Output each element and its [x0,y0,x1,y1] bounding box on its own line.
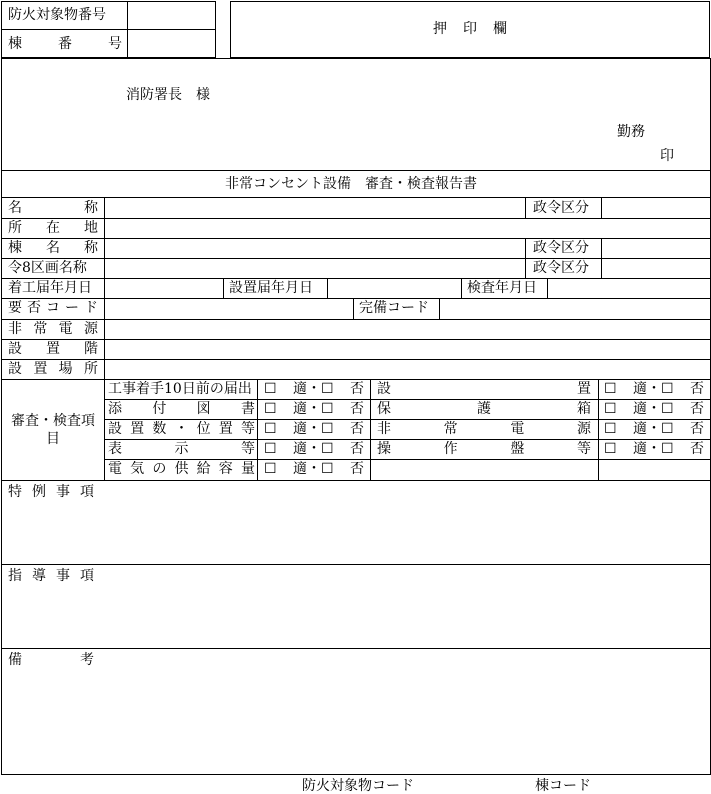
label-char: 階 [84,341,98,357]
label-char: 考 [80,652,94,668]
label-char: 否 [690,421,704,437]
label-char: 称 [84,200,98,216]
label-char: 等 [240,421,255,437]
check-choice [264,382,364,396]
label-char: ☐ [264,461,277,477]
guidance-notes-field[interactable] [104,566,708,646]
label-char: 印 [463,21,477,37]
row-line [1,648,711,649]
label-char: 称 [84,240,98,256]
row-line [1,218,711,219]
col-line [601,197,602,218]
col-line [461,278,462,298]
rei8-name-label: 令8区画名称 [8,260,87,276]
label-char: 否 [690,401,704,417]
col-line [525,197,526,218]
label-char: 適・☐ [633,381,674,397]
label-char: の [152,461,167,477]
col-line [223,278,224,298]
label-char: 容 [218,461,233,477]
check-section-label: 審査・検査項目 [11,413,95,447]
check-item-label [108,402,255,416]
label-char: 適・☐ [633,421,674,437]
label-char: 事 [56,568,70,584]
label-char: 盤 [510,441,525,457]
check-item-label [377,442,591,456]
row-line [1,359,711,360]
install-place-label [8,362,98,376]
label-char: 作 [443,441,458,457]
label-char: 否 [690,441,704,457]
label-char: 名 [46,240,60,256]
label-char: 適・☐ [633,441,674,457]
object-number-row-divider [1,29,216,30]
label-char: 表 [108,441,122,457]
col-line [598,379,599,480]
label-char: 電 [58,321,73,337]
address-box [1,58,711,171]
row-line [1,339,711,340]
label-char: 適・☐ [293,441,334,457]
label-char: 適・☐ [293,461,334,477]
label-char: ☐ [264,441,277,457]
label-char: ☐ [604,401,617,417]
label-char: ☐ [264,381,277,397]
special-notes-label [8,485,94,499]
label-char: 示 [174,441,189,457]
label-char: ー [65,300,79,316]
label-char: 備 [8,652,22,668]
label-char: 数 [152,421,167,437]
label-char: 書 [240,401,255,417]
label-char: ☐ [264,401,277,417]
row-line [1,258,711,259]
label-char: 操 [377,441,391,457]
label-char: 否 [27,300,41,316]
label-char: 非 [8,321,22,337]
label-char: 指 [8,568,22,584]
label-char: 否 [350,421,364,437]
col-line [547,278,548,298]
building-code-label: 棟コード [535,778,591,794]
label-char: 否 [350,441,364,457]
seirei-kubun-label-1: 政令区分 [533,200,589,216]
label-char: 適・☐ [293,381,334,397]
label-char: 例 [32,484,46,500]
building-number-label [8,37,122,51]
seal-label [433,22,507,36]
label-column-divider [104,197,105,480]
col-line [353,298,354,319]
label-char: 源 [576,421,591,437]
label-char: 項 [80,484,94,500]
label-char: 供 [174,461,189,477]
check-item-label [108,462,255,476]
object-code-label: 防火対象物コード [302,778,414,794]
label-char: 号 [108,36,122,52]
label-char: 護 [477,401,491,417]
label-char: 置 [130,421,145,437]
label-char: 設 [108,421,122,437]
label-char: コ [46,300,60,316]
label-char: 置 [577,381,591,397]
check-choice [604,422,704,436]
label-char: 等 [576,441,591,457]
check-item-label [377,382,591,396]
check-choice [604,382,704,396]
label-char: 常 [33,321,48,337]
label-char: 特 [8,484,22,500]
install-date-label: 設置届年月日 [229,280,313,296]
check-choice [604,402,704,416]
label-char: ド [84,300,98,316]
row-line [1,379,711,380]
label-char: 項 [80,568,94,584]
row-line [1,238,711,239]
label-char: 箱 [577,401,591,417]
row-line [1,564,711,565]
chief-label: 消防署長 様 [126,87,210,103]
special-notes-field[interactable] [104,482,708,562]
label-char: 量 [240,461,255,477]
emergency-power-label [8,322,98,336]
label-char: 否 [690,381,704,397]
check-choice [264,442,364,456]
label-char: 番 [58,36,72,52]
building-number-value[interactable] [130,32,212,54]
label-char: 棟 [8,240,22,256]
label-char: 欄 [493,21,507,37]
check-item-label [377,422,591,436]
label-char: 設 [377,381,391,397]
col-line [601,238,602,278]
label-char: 源 [83,321,98,337]
row-line [104,459,711,460]
check-choice [264,402,364,416]
label-char: 適・☐ [633,401,674,417]
label-char: 所 [8,220,22,236]
label-char: 要 [8,300,22,316]
label-char: ☐ [604,421,617,437]
row-line [1,278,711,279]
label-char: 置 [46,341,60,357]
row-line [1,480,711,481]
label-char: ☐ [264,421,277,437]
label-char: 常 [443,421,458,437]
label-char: 否 [350,401,364,417]
row-line [104,419,711,420]
label-char: 所 [83,361,98,377]
label-char: 等 [241,441,255,457]
row-line [104,399,711,400]
install-floor-label [8,342,98,356]
label-char: 否 [350,461,364,477]
label-char: 設 [8,341,22,357]
label-char: 地 [84,220,98,236]
construction-date-label: 着工届年月日 [8,280,92,296]
col-line [525,238,526,278]
label-char: ☐ [604,381,617,397]
label-char: 置 [33,361,48,377]
completion-code-label: 完備コード [359,300,429,316]
label-char: 在 [46,220,60,236]
row-line [1,319,711,320]
label-char: 名 [8,200,22,216]
check-item-label [108,422,255,436]
label-char: 付 [152,401,167,417]
label-char: 気 [130,461,145,477]
label-char: ☐ [604,441,617,457]
remarks-label [8,653,94,667]
label-char: 非 [377,421,391,437]
label-char: 電 [510,421,525,437]
label-char: ・ [174,421,189,437]
col-line [327,278,328,298]
object-number-label: 防火対象物番号 [8,7,106,23]
label-char: 導 [32,568,46,584]
report-title: 非常コンセント設備 審査・検査報告書 [225,176,477,192]
check-choice [264,462,364,476]
seirei-kubun-label-3: 政令区分 [533,260,589,276]
necessity-code-label [8,301,98,315]
label-char: 事 [56,484,70,500]
seal-mark: 印 [660,148,674,164]
label-char: 置 [218,421,233,437]
label-char: 保 [377,401,391,417]
check-item-label [377,402,591,416]
workplace-label: 勤務 [617,124,645,140]
remarks-field[interactable] [104,650,708,772]
label-char: 適・☐ [293,401,334,417]
check-choice [604,442,704,456]
check-choice [264,422,364,436]
label-char: 押 [433,21,447,37]
col-line [370,379,371,480]
name-label [8,201,98,215]
inspection-date-label: 検査年月日 [467,280,537,296]
col-line [439,298,440,319]
object-number-value[interactable] [130,4,212,26]
label-char: 適・☐ [293,421,334,437]
label-char: 給 [196,461,211,477]
row-line [104,439,711,440]
location-label [8,221,98,235]
label-char: 工事着手10日前の届出 [108,381,252,397]
col-line [257,379,258,480]
label-char: 否 [350,381,364,397]
row-line [1,298,711,299]
label-char: 添 [108,401,122,417]
label-char: 図 [196,401,211,417]
building-name-label [8,241,98,255]
label-char: 場 [58,361,73,377]
label-char: 電 [108,461,122,477]
label-char: 位 [196,421,211,437]
check-item-label [108,382,255,396]
label-char: 設 [8,361,22,377]
label-char: 棟 [8,36,22,52]
check-item-label [108,442,255,456]
guidance-notes-label [8,569,94,583]
seirei-kubun-label-2: 政令区分 [533,240,589,256]
